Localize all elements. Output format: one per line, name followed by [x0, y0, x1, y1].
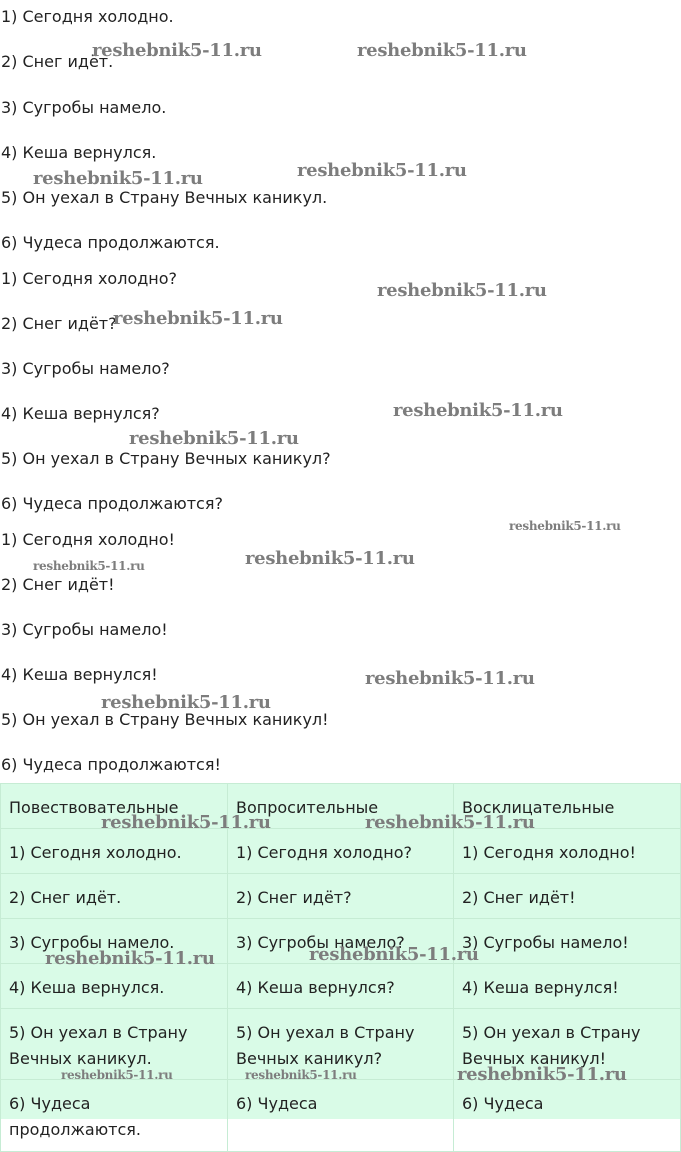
- watermark: reshebnik5-11.ru: [457, 1064, 627, 1085]
- watermark: reshebnik5-11.ru: [245, 548, 415, 569]
- watermark: reshebnik5-11.ru: [365, 668, 535, 689]
- watermark: reshebnik5-11.ru: [297, 160, 467, 181]
- table-cell: 5) Он уехал в Страну Вечных каникул.: [1, 1009, 228, 1080]
- text-line: 1) Сегодня холодно?: [1, 269, 178, 288]
- table-cell: 2) Снег идёт!: [454, 874, 681, 919]
- watermark: reshebnik5-11.ru: [365, 812, 535, 833]
- text-line: 3) Сугробы намело.: [1, 98, 167, 117]
- watermark: reshebnik5-11.ru: [61, 1068, 173, 1082]
- text-line: 5) Он уехал в Страну Вечных каникул.: [1, 188, 328, 207]
- table-cell: 1) Сегодня холодно!: [454, 829, 681, 874]
- watermark: reshebnik5-11.ru: [101, 692, 271, 713]
- text-line: 5) Он уехал в Страну Вечных каникул?: [1, 449, 331, 468]
- watermark: reshebnik5-11.ru: [33, 168, 203, 189]
- table-cell: 2) Снег идёт?: [228, 874, 454, 919]
- table-cell: 3) Сугробы намело?: [228, 919, 454, 964]
- table-cell: 6) Чудеса: [454, 1080, 681, 1152]
- watermark: reshebnik5-11.ru: [101, 812, 271, 833]
- watermark: reshebnik5-11.ru: [245, 1068, 357, 1082]
- text-line: 2) Снег идёт!: [1, 575, 115, 594]
- text-line: 4) Кеша вернулся!: [1, 665, 158, 684]
- table-header: Восклицательные: [454, 784, 681, 829]
- text-line: 3) Сугробы намело?: [1, 359, 170, 378]
- table-cell: 3) Сугробы намело.: [1, 919, 228, 964]
- watermark: reshebnik5-11.ru: [113, 308, 283, 329]
- watermark: reshebnik5-11.ru: [45, 948, 215, 969]
- watermark: reshebnik5-11.ru: [357, 40, 527, 61]
- table-cell: 3) Сугробы намело!: [454, 919, 681, 964]
- text-line: 6) Чудеса продолжаются!: [1, 755, 221, 774]
- watermark: reshebnik5-11.ru: [509, 519, 621, 533]
- text-line: 5) Он уехал в Страну Вечных каникул!: [1, 710, 329, 729]
- table-cell: 1) Сегодня холодно?: [228, 829, 454, 874]
- text-line: 4) Кеша вернулся?: [1, 404, 160, 423]
- table-cell: 6) Чудеса: [228, 1080, 454, 1152]
- table-header: Повествовательные: [1, 784, 228, 829]
- watermark: reshebnik5-11.ru: [129, 428, 299, 449]
- table-cell: 2) Снег идёт.: [1, 874, 228, 919]
- table-cell: 5) Он уехал в Страну Вечных каникул?: [228, 1009, 454, 1080]
- table-cell: 4) Кеша вернулся!: [454, 964, 681, 1009]
- text-line: 6) Чудеса продолжаются?: [1, 494, 223, 513]
- table-cell: 6) Чудеса продолжаются.: [1, 1080, 228, 1152]
- text-line: 4) Кеша вернулся.: [1, 143, 157, 162]
- text-line: 1) Сегодня холодно.: [1, 7, 174, 26]
- watermark: reshebnik5-11.ru: [309, 944, 479, 965]
- table-cell: 5) Он уехал в Страну Вечных каникул!: [454, 1009, 681, 1080]
- text-line: 6) Чудеса продолжаются.: [1, 233, 220, 252]
- watermark: reshebnik5-11.ru: [393, 400, 563, 421]
- watermark: reshebnik5-11.ru: [33, 559, 145, 573]
- table-cell: 1) Сегодня холодно.: [1, 829, 228, 874]
- table-cell: 4) Кеша вернулся?: [228, 964, 454, 1009]
- text-line: 2) Снег идёт.: [1, 52, 114, 71]
- table-header: Вопросительные: [228, 784, 454, 829]
- watermark: reshebnik5-11.ru: [92, 40, 262, 61]
- text-line: 1) Сегодня холодно!: [1, 530, 175, 549]
- watermark: reshebnik5-11.ru: [377, 280, 547, 301]
- text-line: 2) Снег идёт?: [1, 314, 117, 333]
- table-cell: 4) Кеша вернулся.: [1, 964, 228, 1009]
- text-line: 3) Сугробы намело!: [1, 620, 168, 639]
